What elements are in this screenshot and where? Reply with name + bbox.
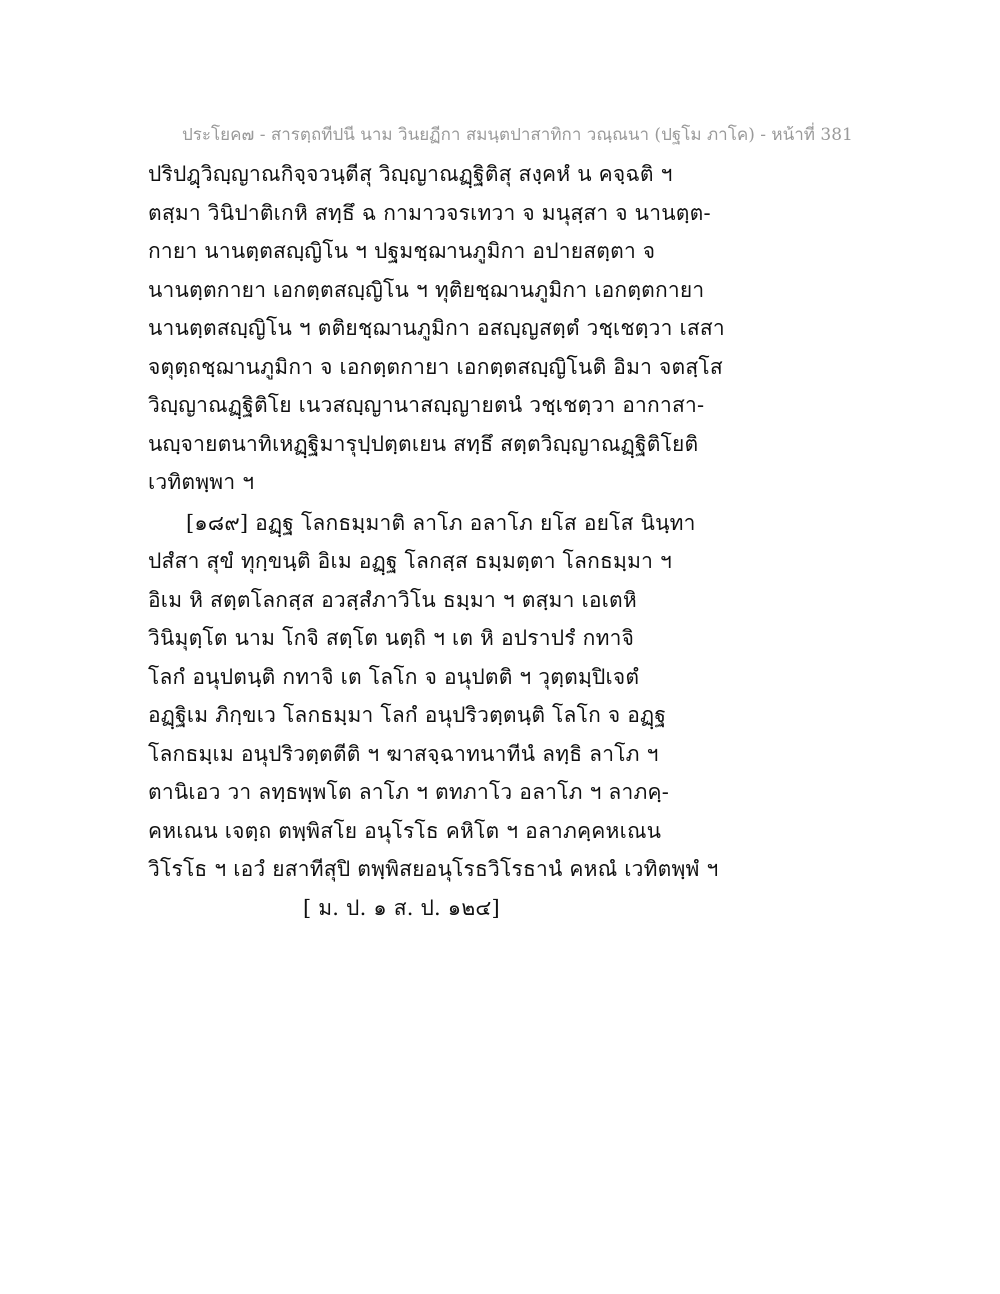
text-line: ปริปฎฺวิญฺญาณกิจฺจวนฺตีสุ วิญฺญาณฏฺฐิติสุ สงฺคหํ น คจฺฉติ ฯ xyxy=(148,162,673,186)
text-line: นญฺจายตนาทิเหฏฺฐิมารุปฺปตฺตเยน สทฺธึ สตฺตวิญฺญาณฏฺฐิติโยติ xyxy=(148,431,699,456)
text-line: วิญฺญาณฏฺฐิติโย เนวสญฺญานาสญฺญายตนํ วชฺเชตฺวา อากาสา- xyxy=(148,393,705,417)
text-line: นานตฺตกายา เอกตฺตสญฺญิโน ฯ ทุติยชฺฌานภูมิกา เอกตฺตกายา xyxy=(148,277,705,302)
citation-reference: [ ม. ป. ๑ ส. ป. ๑๒๔] xyxy=(303,895,500,920)
page-header: ประโยค๗ - สารตฺถทีปนี นาม วินยฏีกา สมนฺตปาสาทิกา วณฺณนา (ปฐโม ภาโค) - หน้าที่ 381 xyxy=(182,125,853,145)
text-line: ปสํสา สุขํ ทุกฺขนฺติ อิเม อฏฺฐ โลกสฺส ธมฺมตฺตา โลกธมฺมา ฯ xyxy=(148,549,672,573)
text-line: นานตฺตสญฺญิโน ฯ ตติยชฺฌานภูมิกา อสญฺญสตฺตํ วชฺเชตฺวา เสสา xyxy=(148,316,725,340)
paragraph-1 xyxy=(148,155,768,502)
text-line: จตุตฺถชฺฌานภูมิกา จ เอกตฺตกายา เอกตฺตสญฺญิโนติ อิมา จตสฺโส xyxy=(148,354,723,379)
text-line: โลกธมฺเม อนุปริวตฺตตีติ ฯ ฆาสจฺฉาทนาทีนํ ลทฺธิ ลาโภ ฯ xyxy=(148,741,659,766)
text-line: ตสฺมา วินิปาติเกหิ สทฺธึ ฉ กามาวจรเทวา จ มนุสฺสา จ นานตฺต- xyxy=(148,200,711,225)
text-line: วินิมุตฺโต นาม โกจิ สตฺโต นตฺถิ ฯ เต หิ อปราปรํ กทาจิ xyxy=(148,626,635,650)
paragraph-2 xyxy=(148,504,768,889)
text-line: อฏฺฐิเม ภิกฺขเว โลกธมฺมา โลกํ อนุปริวตฺตนฺติ โลโก จ อฏฺฐ xyxy=(148,703,667,727)
text-line: โลกํ อนุปตนฺติ กทาจิ เต โลโก จ อนุปตติ ฯ วุตฺตมฺปิเจตํ xyxy=(148,664,640,689)
body-text xyxy=(148,155,768,927)
text-line: คหเณน เจตฺถ ตพฺพิสโย อนุโรโธ คหิโต ฯ อลาภคฺคหเณน xyxy=(148,818,662,843)
text-line: ตานิเอว วา ลทฺธพฺพโต ลาโภ ฯ ตทภาโว อลาโภ ฯ ลาภคฺ- xyxy=(148,780,670,804)
text-line: วิโรโธ ฯ เอวํ ยสาทีสุปิ ตพฺพิสยอนุโรธวิโรธานํ คหณํ เวทิตพฺพํ ฯ xyxy=(148,857,719,881)
text-line: [๑๘๙] อฏฺฐ โลกธมฺมาติ ลาโภ อลาโภ ยโส อยโส นินฺทา xyxy=(186,510,696,535)
text-line: กายา นานตฺตสญฺญิโน ฯ ปฐมชฺฌานภูมิกา อปายสตฺตา จ xyxy=(148,239,656,263)
text-line: อิเม หิ สตฺตโลกสฺส อวสฺสํภาวิโน ธมฺมา ฯ ตสฺมา เอเตหิ xyxy=(148,587,637,612)
text-line: เวทิตพฺพา ฯ xyxy=(148,470,255,494)
